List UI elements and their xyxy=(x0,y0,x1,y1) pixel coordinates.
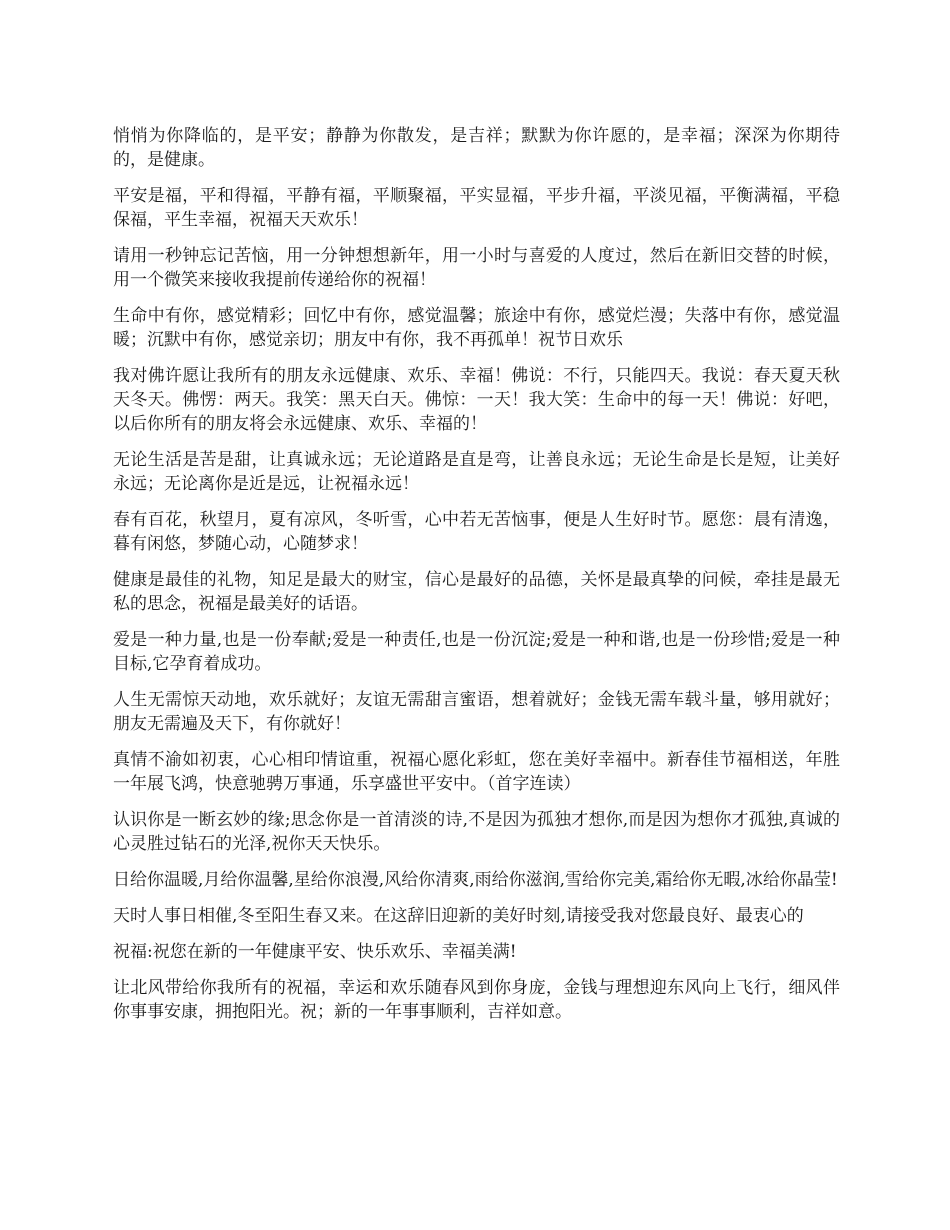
paragraph: 真情不渝如初衷，心心相印情谊重，祝福心愿化彩虹，您在美好幸福中。新春佳节福相送，年胜一年展飞鸿，快意驰骋万事通，乐享盛世平安中。（首字连读） xyxy=(113,750,840,794)
paragraph: 平安是福，平和得福，平静有福，平顺聚福，平实显福，平步升福，平淡见福，平衡满福，平稳保福，平生幸福，祝福天天欢乐！ xyxy=(113,186,840,230)
paragraph: 春有百花，秋望月，夏有凉风，冬听雪，心中若无苦恼事，便是人生好时节。愿您：晨有清逸，暮有闲悠，梦随心动，心随梦求！ xyxy=(113,510,840,554)
paragraph: 请用一秒钟忘记苦恼，用一分钟想想新年，用一小时与喜爱的人度过，然后在新旧交替的时候，用一个微笑来接收我提前传递给你的祝福！ xyxy=(113,246,840,290)
paragraph: 祝福:祝您在新的一年健康平安、快乐欢乐、幸福美满! xyxy=(113,942,517,962)
paragraph: 生命中有你，感觉精彩；回忆中有你，感觉温馨；旅途中有你，感觉烂漫；失落中有你，感觉温暖；沉默中有你，感觉亲切；朋友中有你，我不再孤单！祝节日欢乐 xyxy=(113,306,840,350)
paragraph: 我对佛许愿让我所有的朋友永远健康、欢乐、幸福！佛说：不行，只能四天。我说：春天夏天秋天冬天。佛愣：两天。我笑：黑天白天。佛惊：一天！我大笑：生命中的每一天！佛说：好吧，以后你所有的朋友将会永远健康、欢乐、幸福的！ xyxy=(113,366,840,434)
paragraph: 日给你温暖,月给你温馨,星给你浪漫,风给你清爽,雨给你滋润,雪给你完美,霜给你无暇,冰给你晶莹! xyxy=(113,870,838,890)
paragraph: 悄悄为你降临的，是平安；静静为你散发，是吉祥；默默为你许愿的，是幸福；深深为你期待的，是健康。 xyxy=(113,126,840,170)
paragraph: 让北风带给你我所有的祝福，幸运和欢乐随春风到你身庞，金钱与理想迎东风向上飞行，细风伴你事事安康，拥抱阳光。祝；新的一年事事顺利，吉祥如意。 xyxy=(113,978,840,1022)
paragraph: 天时人事日相催,冬至阳生春又来。在这辞旧迎新的美好时刻,请接受我对您最良好、最衷心的 xyxy=(113,906,804,926)
paragraph: 人生无需惊天动地，欢乐就好；友谊无需甜言蜜语，想着就好；金钱无需车载斗量，够用就好；朋友无需遍及天下，有你就好！ xyxy=(113,690,840,734)
paragraph: 无论生活是苦是甜，让真诚永远；无论道路是直是弯，让善良永远；无论生命是长是短，让美好永远；无论离你是近是远，让祝福永远！ xyxy=(113,450,840,494)
paragraph: 爱是一种力量,也是一份奉献;爱是一种责任,也是一份沉淀;爱是一种和谐,也是一份珍惜;爱是一种目标,它孕育着成功。 xyxy=(113,630,840,674)
document-body xyxy=(113,124,840,1036)
paragraph: 健康是最佳的礼物，知足是最大的财宝，信心是最好的品德，关怀是最真挚的问候，牵挂是最无私的思念，祝福是最美好的话语。 xyxy=(113,570,840,614)
paragraph: 认识你是一断玄妙的缘;思念你是一首清淡的诗,不是因为孤独才想你,而是因为想你才孤独,真诚的心灵胜过钻石的光泽,祝你天天快乐。 xyxy=(113,810,840,854)
